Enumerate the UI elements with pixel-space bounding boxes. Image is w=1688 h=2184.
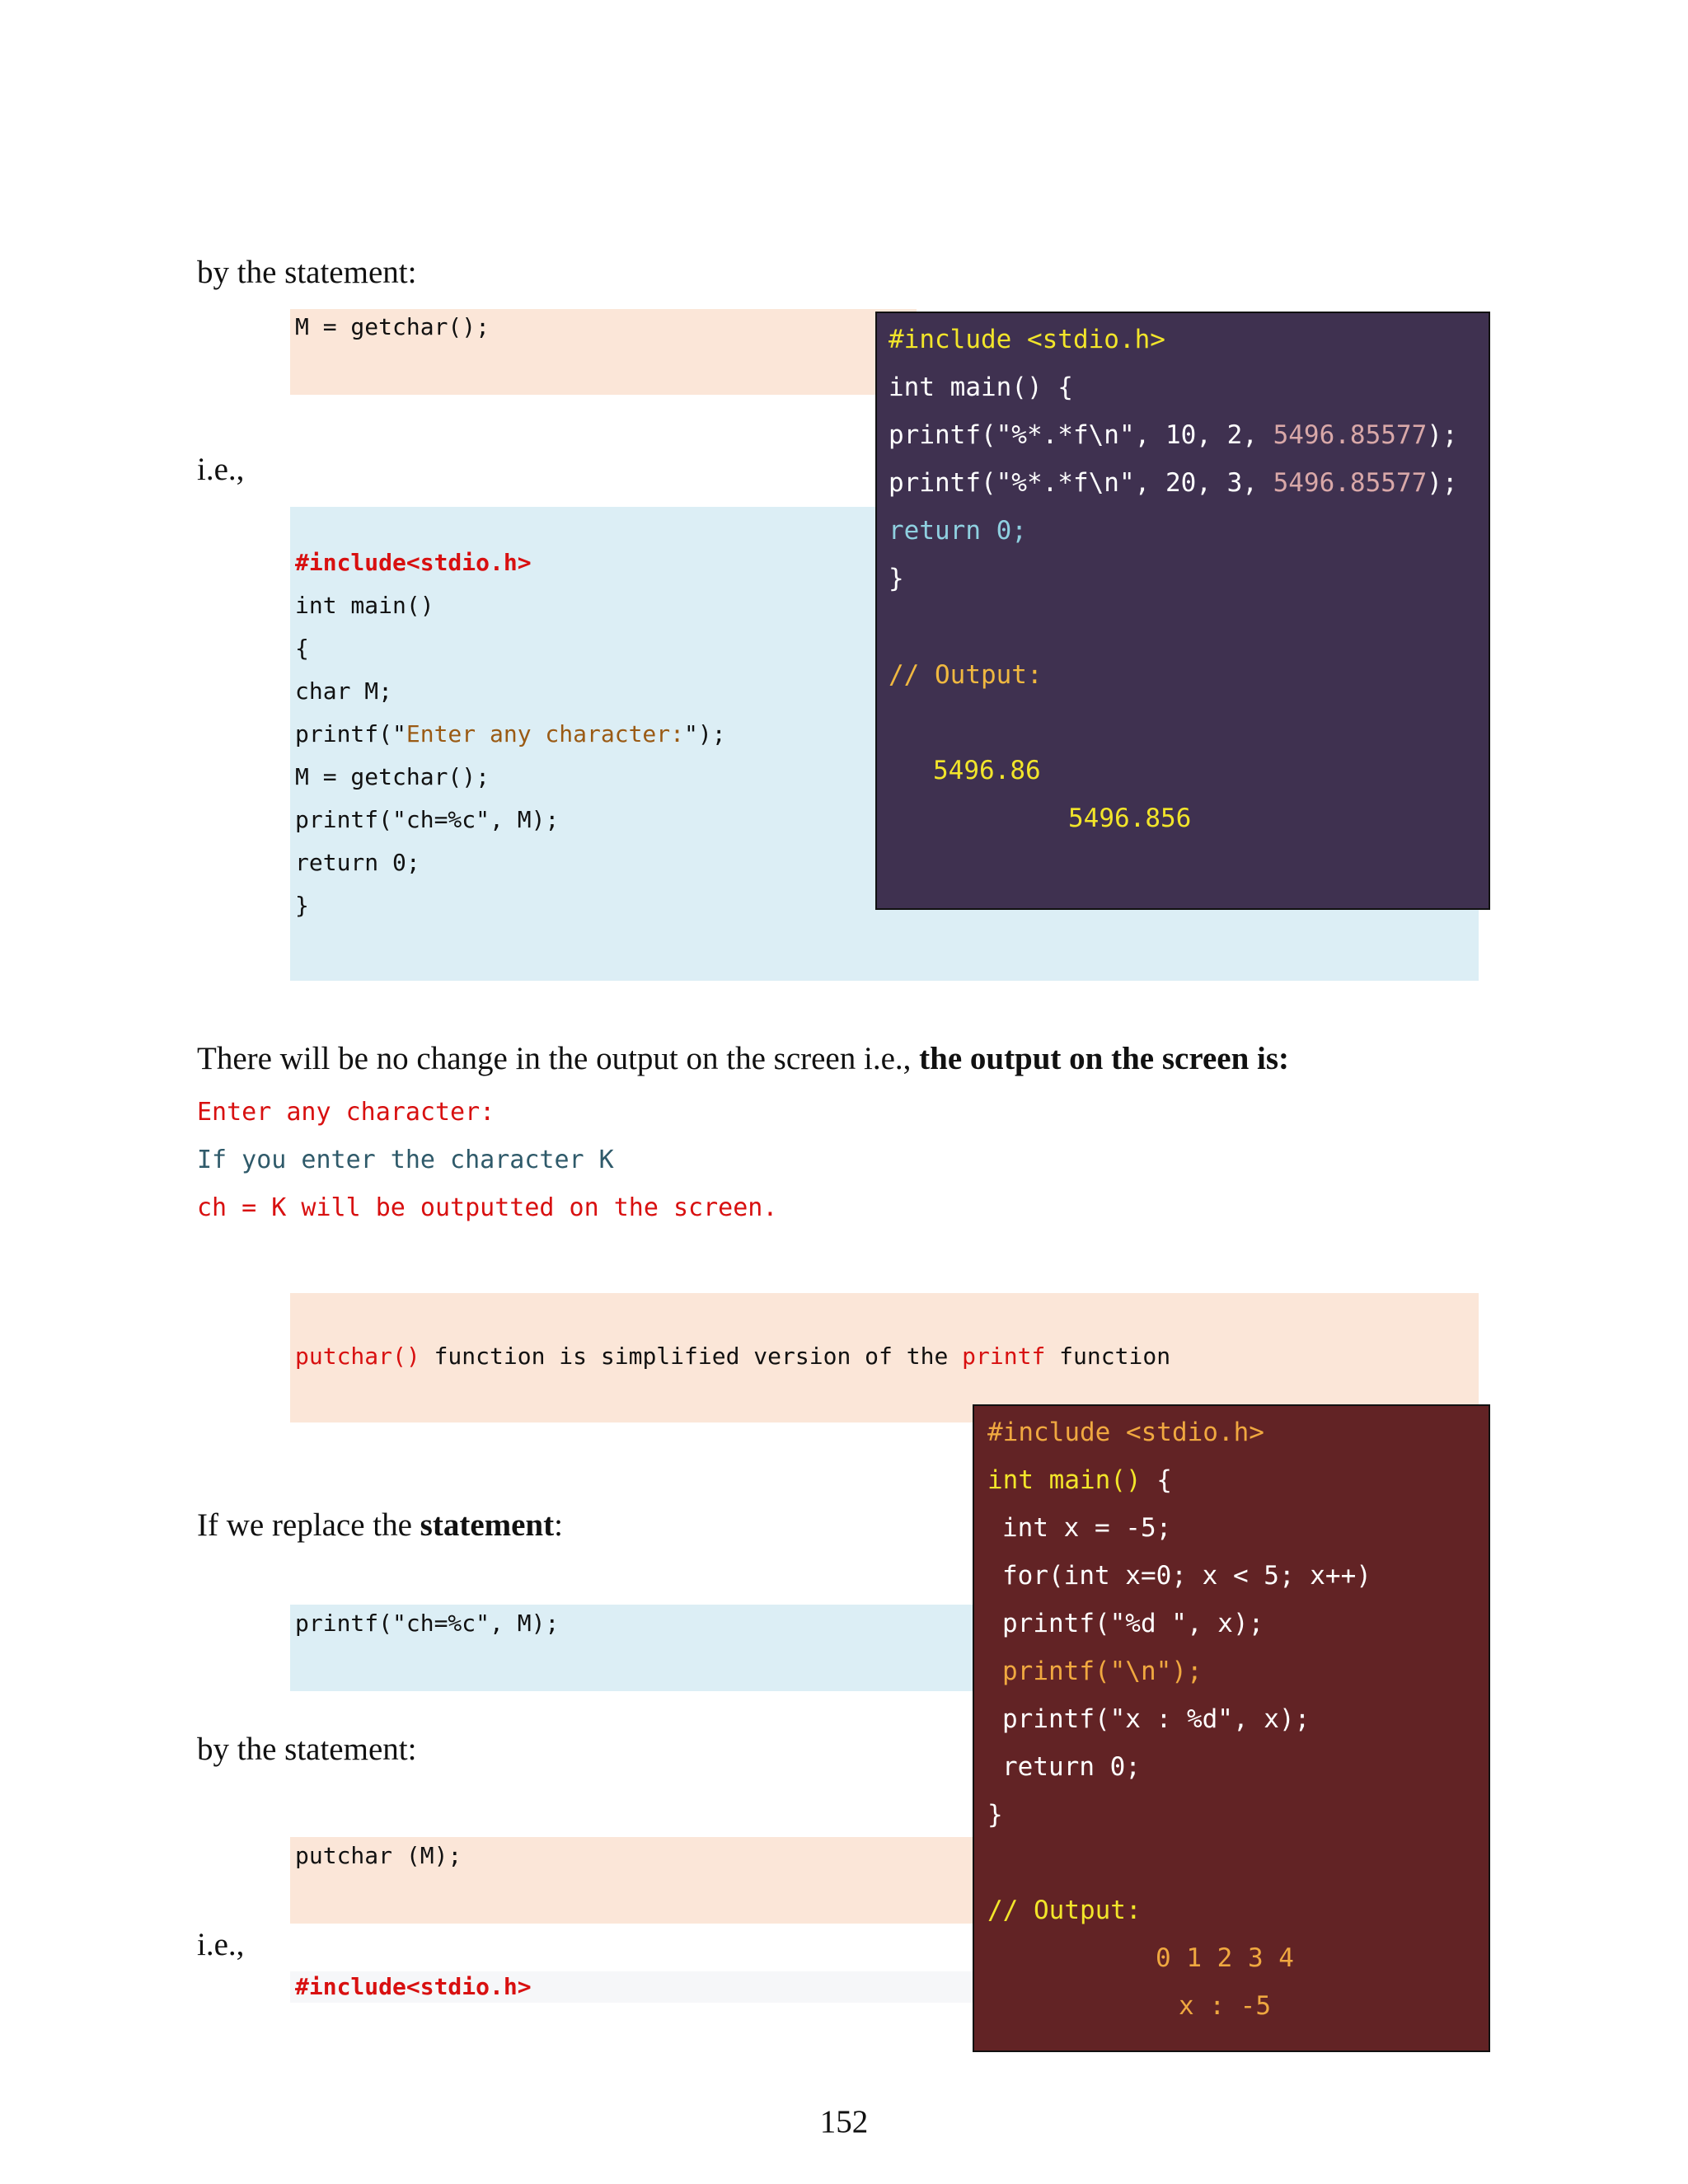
if-replace-text: If we replace the statement: <box>197 1507 563 1543</box>
code-printf: printf("Enter any character:"); <box>295 720 726 748</box>
panel-line-main: int main() { <box>889 373 1073 402</box>
panel-line-close: } <box>889 564 904 593</box>
putchar-note-text: putchar() function is simplified version of the printf function <box>295 1343 1171 1370</box>
putchar-snippet-box <box>290 1837 974 1924</box>
panel-line-decl: int x = -5; <box>1002 1513 1172 1543</box>
by-the-statement-text-2: by the statement: <box>197 1732 417 1767</box>
panel-line-include: #include <stdio.h> <box>987 1418 1264 1447</box>
panel-line-return: return 0; <box>1002 1752 1141 1782</box>
ie-text: i.e., <box>197 452 245 487</box>
panel-line-output-comment: // Output: <box>889 660 1043 690</box>
panel-line-main: int main() { <box>987 1465 1172 1495</box>
code-include: #include<stdio.h> <box>295 549 532 576</box>
panel-line-printf2: printf("\n"); <box>1002 1657 1203 1686</box>
panel-output-1: 0 1 2 3 4 <box>1156 1943 1294 1973</box>
panel-output-2: x : -5 <box>1179 1991 1271 2021</box>
panel-output-1: 5496.86 <box>933 756 1041 785</box>
code-return: return 0; <box>295 849 420 876</box>
output-line-2: If you enter the character K <box>197 1146 614 1174</box>
code-line: printf("ch=%c", M); <box>295 1610 560 1637</box>
code-brace-open: { <box>295 635 309 662</box>
panel-line-close: } <box>987 1800 1003 1830</box>
panel-line-printf1: printf("%d ", x); <box>1002 1609 1264 1638</box>
output-line-3: ch = K will be outputted on the screen. <box>197 1193 778 1222</box>
by-the-statement-text: by the statement: <box>197 255 417 290</box>
code-printf2: printf("ch=%c", M); <box>295 806 560 833</box>
panel-line-include: #include <stdio.h> <box>889 325 1165 354</box>
code-line: putchar (M); <box>295 1842 462 1869</box>
code-line: M = getchar(); <box>295 313 490 340</box>
putchar-note-box <box>290 1293 1479 1422</box>
include-strip <box>290 1971 974 2003</box>
panel-line-return: return 0; <box>889 516 1027 546</box>
code-include: #include<stdio.h> <box>295 1973 532 2000</box>
panel-line-for: for(int x=0; x < 5; x++) <box>1002 1561 1372 1591</box>
page-number: 152 <box>819 2104 869 2139</box>
no-change-text: There will be no change in the output on the screen i.e., the output on the screen is: <box>197 1041 1290 1076</box>
panel-output-2: 5496.856 <box>1068 804 1192 833</box>
getchar-snippet-box <box>290 309 917 395</box>
panel-line-printf2: printf("%*.*f\n", 20, 3, 5496.85577); <box>889 468 1458 498</box>
code-getchar: M = getchar(); <box>295 763 490 790</box>
panel-line-output-comment: // Output: <box>987 1896 1142 1925</box>
loop-example-panel <box>973 1404 1490 2052</box>
code-brace-close: } <box>295 892 309 919</box>
printf-snippet-box <box>290 1605 974 1691</box>
code-main: int main() <box>295 592 434 619</box>
ie-text-2: i.e., <box>197 1927 245 1962</box>
code-decl: char M; <box>295 677 393 705</box>
output-line-1: Enter any character: <box>197 1098 495 1127</box>
panel-line-printf3: printf("x : %d", x); <box>1002 1704 1311 1734</box>
format-example-panel <box>875 312 1490 910</box>
panel-line-printf1: printf("%*.*f\n", 10, 2, 5496.85577); <box>889 420 1458 450</box>
